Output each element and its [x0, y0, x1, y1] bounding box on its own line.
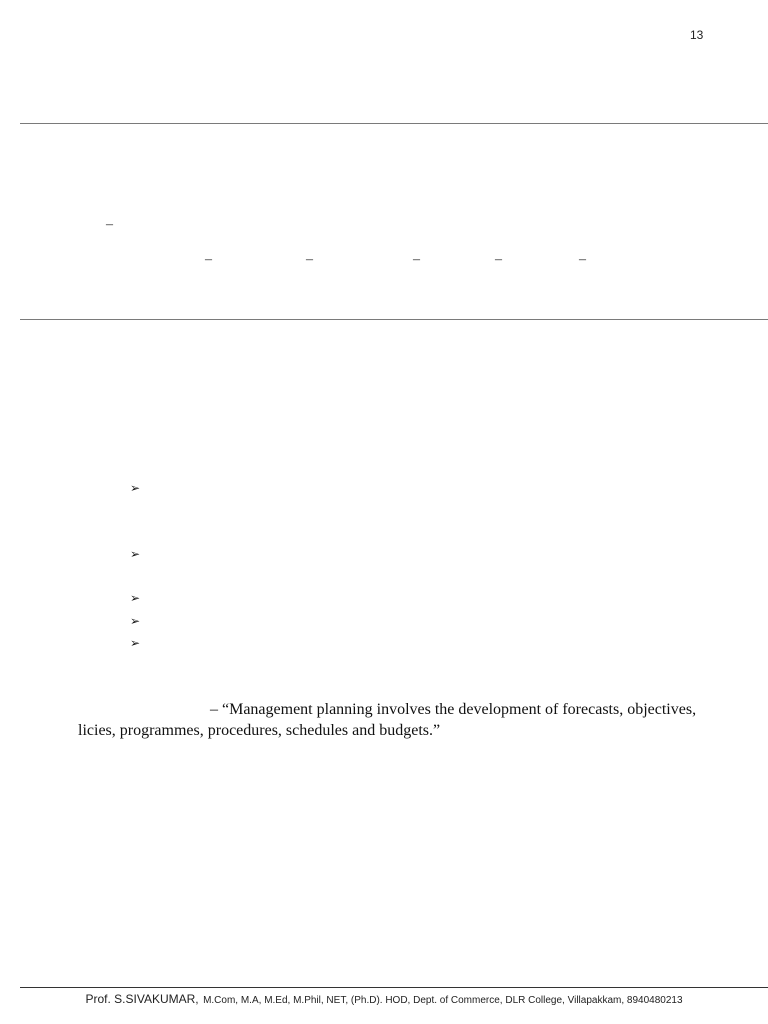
- arrow-bullet-icon: ➢: [130, 547, 141, 561]
- page-footer: [0, 990, 768, 1008]
- footer-rule: [20, 987, 768, 988]
- dash-mark: –: [579, 252, 586, 267]
- dash-mark: –: [413, 252, 420, 267]
- dash-mark: –: [495, 252, 502, 267]
- dash-mark: –: [106, 217, 113, 232]
- page-number: 13: [690, 28, 704, 42]
- definition-quote: [78, 699, 718, 741]
- quote-line-1: – “Management planning involves the development of forecasts, objectives,: [210, 701, 697, 718]
- horizontal-rule-middle: [20, 319, 768, 320]
- quote-line-2: licies, programmes, procedures, schedules and budgets.”: [78, 722, 441, 739]
- dash-mark: –: [306, 252, 313, 267]
- arrow-bullet-icon: ➢: [130, 614, 141, 628]
- arrow-bullet-icon: ➢: [130, 591, 141, 605]
- arrow-bullet-icon: ➢: [130, 481, 141, 495]
- author-name: Prof. S.SIVAKUMAR,: [85, 992, 199, 1006]
- horizontal-rule-top: [20, 123, 768, 124]
- arrow-bullet-icon: ➢: [130, 636, 141, 650]
- dash-mark: –: [205, 252, 212, 267]
- author-details: M.Com, M.A, M.Ed, M.Phil, NET, (Ph.D). HOD, Dept. of Commerce, DLR College, Villapakkam, 8940480213: [203, 995, 683, 1006]
